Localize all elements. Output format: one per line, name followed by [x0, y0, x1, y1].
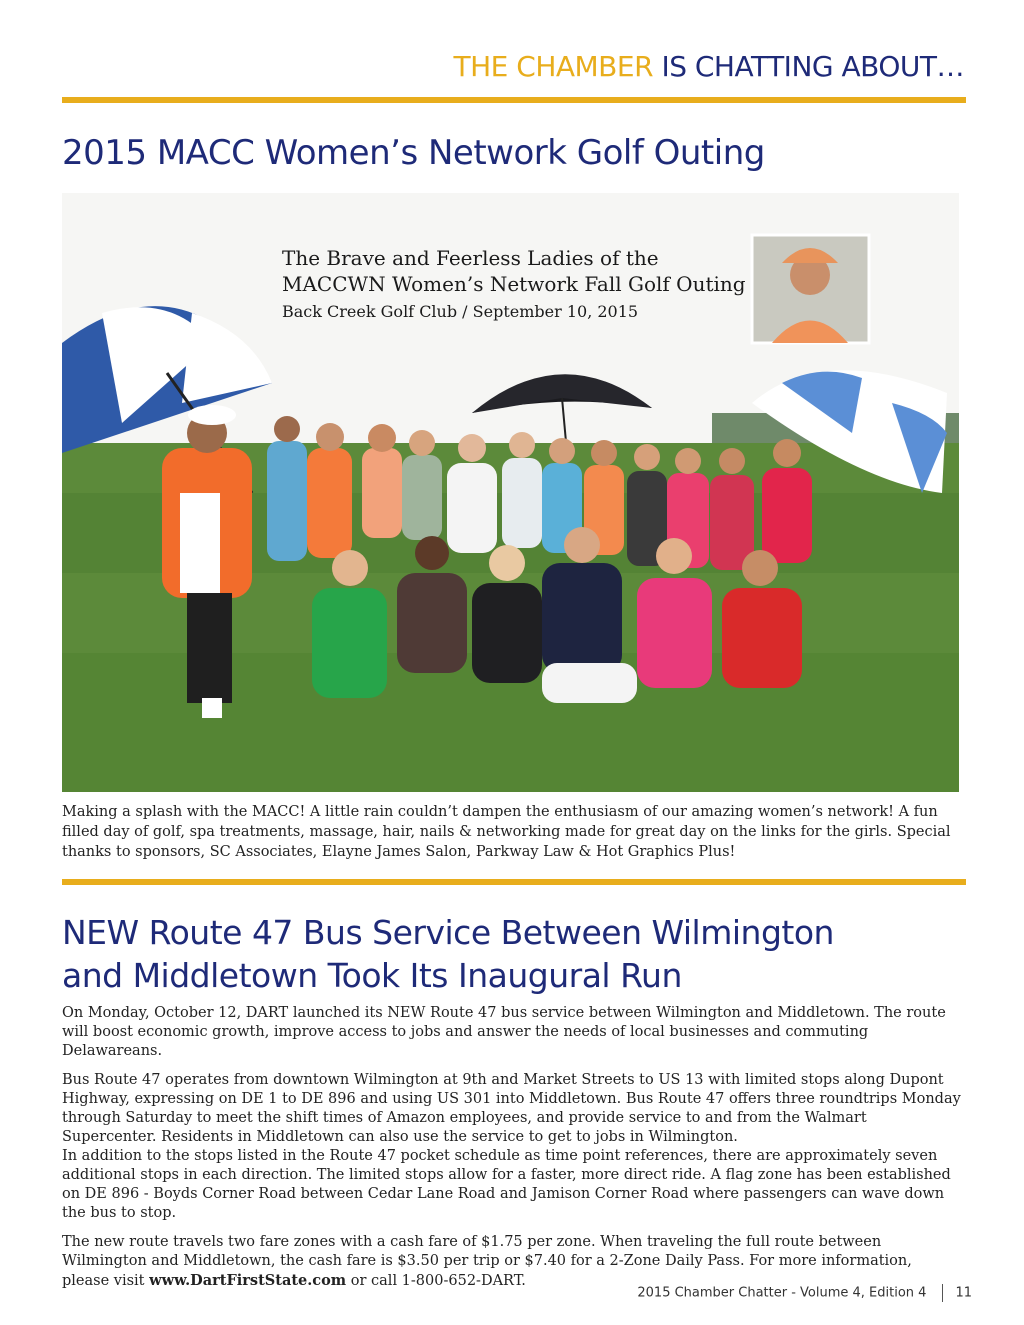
section-header-rest: IS CHATTING ABOUT…: [653, 50, 964, 83]
article-title-line2: and Middletown Took Its Inaugural Run: [62, 956, 682, 995]
page-footer: [637, 1284, 972, 1302]
publication-info: 2015 Chamber Chatter - Volume 4, Edition 4: [637, 1285, 927, 1301]
photo-caption: Making a splash with the MACC! A little rain couldn’t dampen the enthusiasm of our amazing women’s network! A fun filled day of golf, spa treatments, massage, hair, nails & networking made for great day on the links for the girls. Special thanks to sponsors, SC Associates, Elayne James Salon, Parkway Law & Hot Graphics Plus!: [62, 804, 951, 860]
paragraph-4-visit: please visit: [62, 1273, 150, 1289]
photo-headline-line3: Back Creek Golf Club / September 10, 2015: [282, 302, 639, 321]
photo-headline-line2: MACCWN Women’s Network Fall Golf Outing: [282, 272, 746, 296]
paragraph-4-text: The new route travels two fare zones with a cash fare of $1.75 per zone. When traveling the full route between Wilmington and Middletown, the cash fare is $3.50 per trip or $7.40 for a 2-Zone Daily Pass. For more information,: [62, 1234, 912, 1269]
dart-website-link[interactable]: www.DartFirstState.com: [149, 1272, 347, 1289]
article-paragraph-2: Bus Route 47 operates from downtown Wilmington at 9th and Market Streets to US 13 with limited stops along Dupont Highway, expressing on DE 1 to DE 896 and using US 301 into Middletown. Bus Route 47 offers three roundtrips Monday through Saturday to meet the shift times of Amazon employees, and provide service to and from the Walmart Supercenter. Residents in Middletown can also use the service to get to jobs in Wilmington.: [62, 1072, 961, 1145]
section-divider: [62, 879, 966, 885]
header-divider: [62, 97, 966, 103]
photo-headline-line1: The Brave and Feerless Ladies of the: [282, 246, 659, 270]
section-header: [62, 50, 964, 83]
section-header-highlight: THE CHAMBER: [453, 50, 654, 83]
article-title-route-47: [62, 911, 962, 997]
article-title-golf-outing: 2015 MACC Women’s Network Golf Outing: [62, 133, 765, 173]
article-paragraph-3: In addition to the stops listed in the Route 47 pocket schedule as time point references, there are approximately seven additional stops in each direction. The limited stops allow for a faster, more direct ride. A flag zone has been established on DE 896 - Boyds Corner Road between Cedar Lane Road and Jamison Corner Road where passengers can wave down the bus to stop.: [62, 1148, 951, 1221]
group-photo: [62, 193, 959, 792]
article-paragraph-1: On Monday, October 12, DART launched its NEW Route 47 bus service between Wilmington and Middletown. The route will boost economic growth, improve access to jobs and answer the needs of local businesses and commuting Delawareans.: [62, 1005, 946, 1059]
paragraph-4-phone: or call 1-800-652-DART.: [346, 1273, 526, 1289]
article-body: [62, 1004, 962, 1291]
footer-separator: [942, 1284, 943, 1302]
article-paragraph-4: [62, 1233, 962, 1291]
article-title-line1: NEW Route 47 Bus Service Between Wilmington: [62, 913, 834, 952]
page-number: 11: [955, 1285, 972, 1301]
